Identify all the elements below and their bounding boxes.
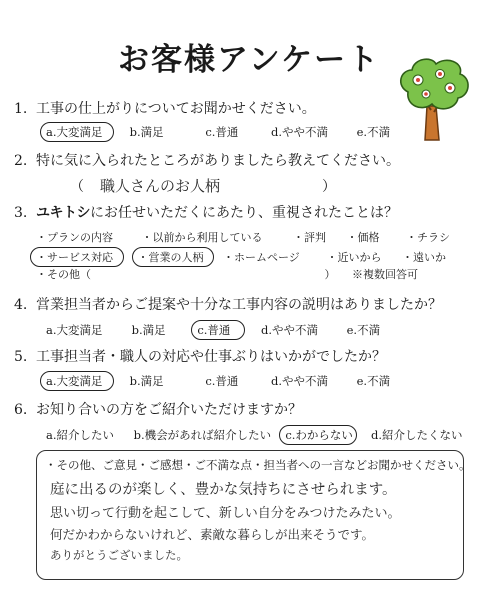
option-a-selected[interactable]: a.大変満足 [40,122,114,142]
bullet-homepage[interactable]: ・ホームページ [223,251,300,264]
answer-paren-open: （ [70,179,84,195]
question-number: 2. [14,153,28,169]
question-5 [14,346,386,366]
bullet-plan[interactable]: ・プランの内容 [36,231,113,244]
bullet-far[interactable]: ・遠いか [402,251,446,264]
question-6-options [46,425,463,445]
other-close-paren: ） [324,268,336,281]
question-number: 5. [14,349,28,365]
question-3 [14,202,398,222]
comment-line-3: 何だかわからないけれど、素敵な暮らしが出来そうです。 [50,527,375,542]
comment-line-4: ありがとうございました。 [50,548,188,562]
question-text: 工事担当者・職人の対応や仕事ぶりはいかがでしたか？ [36,349,386,365]
option-d[interactable]: d.やや不満 [270,125,328,139]
question-text: 特に気に入られたところがありましたら教えてください。 [36,153,400,169]
bullet-reputation[interactable]: ・評判 [293,231,326,244]
bullet-near[interactable]: ・近いから [326,251,382,264]
question-text: お知り合いの方をご紹介いただけますか？ [36,402,302,418]
question-1 [14,98,316,118]
question-4-options [46,320,380,340]
question-2 [14,150,400,170]
option-e[interactable]: e.不満 [356,125,391,139]
question-number: 6. [14,402,28,418]
question-text: 工事の仕上がりについてお聞かせください。 [36,101,316,117]
bullet-price[interactable]: ・価格 [346,231,380,244]
option-a[interactable]: a.大変満足 [46,323,103,337]
bullet-service-selected[interactable]: ・サービス対応 [30,247,124,267]
option-e[interactable]: e.不満 [356,374,391,388]
question-1-options [46,122,390,142]
option-d[interactable]: d.やや不満 [260,323,318,337]
question-3-row-2 [36,247,446,267]
comment-box-title: ・その他、ご意見・ご感想・ご不満な点・担当者への一言などお聞かせください。 [45,458,471,472]
page-title: お客様アンケート [118,42,381,78]
option-d[interactable]: d.紹介したくない [370,428,463,442]
question-number: 4. [14,297,28,313]
option-c-selected[interactable]: c.普通 [191,320,245,340]
tree-illustration [394,56,474,142]
question-3-row-1 [36,229,450,245]
question-6 [14,399,302,419]
answer-paren-close: ） [322,179,336,195]
bullet-previous-use[interactable]: ・以前から利用している [141,231,263,244]
option-b[interactable]: b.満足 [129,125,164,139]
brand-name: ユキトシ [36,205,90,221]
comment-line-2: 思い切って行動を起こして、新しい自分をみつけたみたい。 [50,506,401,521]
question-4 [14,294,442,314]
question-number: 1. [14,101,28,117]
option-c-selected[interactable]: c.わからない [279,425,357,445]
question-text: 営業担当者からご提案や十分な工事内容の説明はありましたか？ [36,297,442,313]
bullet-other[interactable]: ・その他（ [36,268,91,281]
question-text: にお任せいただくにあたり、重視されたことは？ [90,205,398,221]
option-a[interactable]: a.紹介したい [46,428,115,442]
comment-line-1: 庭に出るのが楽しく、豊かな気持ちにさせられます。 [50,482,397,498]
option-a-selected[interactable]: a.大変満足 [40,371,114,391]
question-5-options [46,371,390,391]
option-d[interactable]: d.やや不満 [270,374,328,388]
bullet-sales-personality-selected[interactable]: ・営業の人柄 [132,247,214,267]
option-b[interactable]: b.機会があれば紹介したい [133,428,272,442]
question-3-row-3 [36,266,418,282]
bullet-flyer[interactable]: ・チラシ [406,231,450,244]
answer-handwriting[interactable]: 職人さんのお人柄 [100,177,221,195]
question-number: 3. [14,205,28,221]
option-e[interactable]: e.不満 [346,323,381,337]
option-c[interactable]: c.普通 [205,374,239,388]
option-b[interactable]: b.満足 [131,323,166,337]
multiple-answer-note: ※複数回答可 [352,268,418,281]
option-c[interactable]: c.普通 [205,125,239,139]
option-b[interactable]: b.満足 [129,374,164,388]
